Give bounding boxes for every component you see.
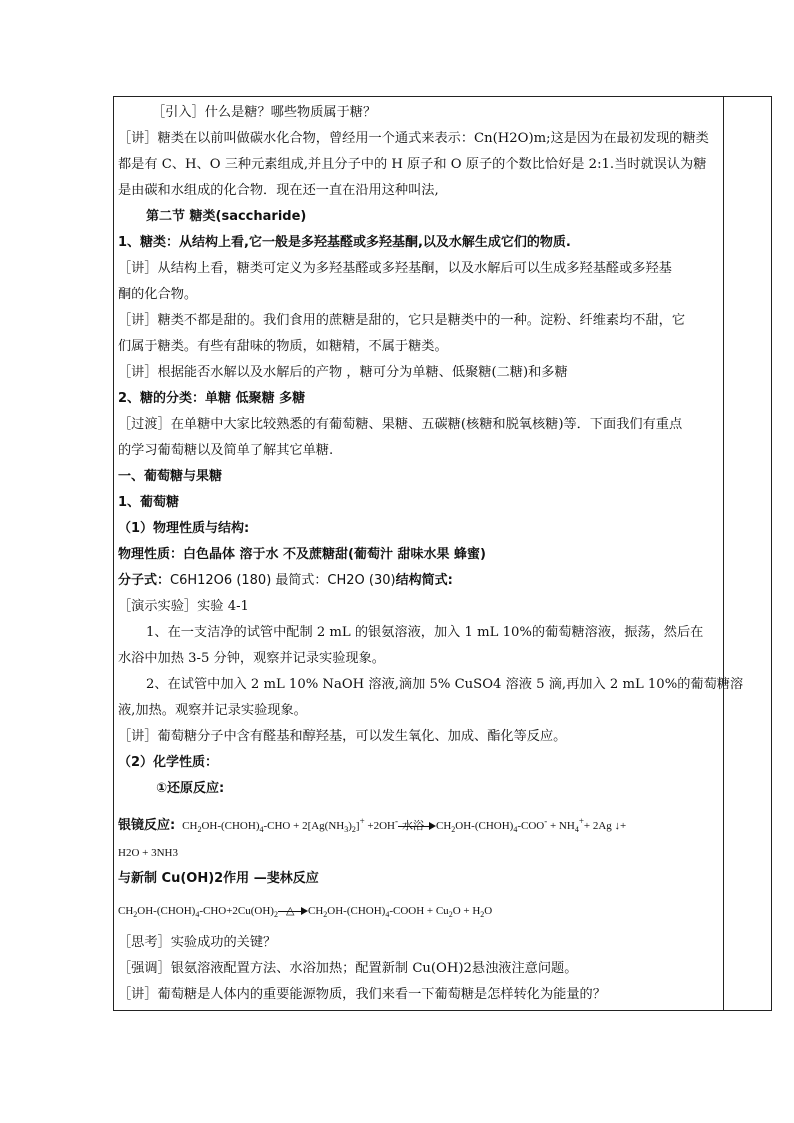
text-line: ［过渡］在单糖中大家比较熟悉的有葡萄糖、果糖、五碳糖(核糖和脱氧核糖)等．下面我们有重点 xyxy=(118,417,683,432)
silver-mirror-equation xyxy=(118,802,720,840)
text-line: ［讲］葡萄糖分子中含有醛基和醇羟基，可以发生氧化、加成、酯化等反应。 xyxy=(118,729,567,744)
subsection-heading: 一、葡萄糖与果糖 xyxy=(118,469,223,484)
text-line: ［讲］葡萄糖是人体内的重要能源物质，我们来看一下葡萄糖是怎样转化为能量的？ xyxy=(118,987,606,1002)
text-line: ［讲］糖类在以前叫做碳水化合物，曾经用一个通式来表示：Cn(H2O)m;这是因为在最初发现的糖类 xyxy=(118,131,709,146)
text-line: 们属于糖类。有些有甜味的物质，如糖精，不属于糖类。 xyxy=(118,339,448,354)
physical-properties: 物理性质：白色晶体 溶于水 不及蔗糖甜(葡萄汁 甜味水果 蜂蜜) xyxy=(118,547,486,562)
fehling-heading: 与新制 Cu(OH)2作用 —斐林反应 xyxy=(118,871,319,886)
silver-mirror-label: 银镜反应: xyxy=(118,818,176,833)
reduction-heading: ①还原反应: xyxy=(156,781,225,796)
subsection-heading: 1、葡萄糖 xyxy=(118,495,180,510)
demo-heading: ［演示实验］实验 4-1 xyxy=(118,599,249,614)
equation-products: $CH_2OH-(CHOH)_4-COO^- + NH_4^++ 2Ag$ ↓+ xyxy=(436,816,627,834)
text-line: 液,加热。观察并记录实验现象。 xyxy=(118,703,307,718)
text-line: 水浴中加热 3-5 分钟，观察并记录实验现象。 xyxy=(118,651,385,666)
section-heading: 第二节 糖类(saccharide) xyxy=(146,209,307,224)
topic-heading: （1）物理性质与结构: xyxy=(118,521,250,536)
classification-heading: 2、糖的分类：单糖 低聚糖 多糖 xyxy=(118,391,306,406)
reaction-arrow: 水浴 xyxy=(398,820,436,832)
chem-properties-heading: （2）化学性质： xyxy=(118,755,219,770)
equation-reactants: $CH_2OH-(CHOH)_4$-CHO + $2[Ag(NH_3)_2]^+ +2OH^-$ xyxy=(179,816,398,834)
text-line: ［引入］什么是糖？哪些物质属于糖？ xyxy=(152,105,377,120)
structure-label: 结构简式: xyxy=(395,573,453,588)
definition-heading: 1、糖类：从结构上看,它一般是多羟基醛或多羟基酮,以及水解生成它们的物质. xyxy=(118,235,571,250)
fehling-equation: $CH_2OH-(CHOH)_4-CHO+2Cu(OH)_2$ △ $CH_2OH-(CHOH)_4$-COOH + $Cu_2O + H_2O$ xyxy=(118,905,493,919)
text-line: 的学习葡萄糖以及简单了解其它单糖. xyxy=(118,443,334,458)
text-line: ［思考］实验成功的关键？ xyxy=(118,935,277,950)
formula-label: 分子式： xyxy=(118,573,171,588)
text-line: 都是有 C、H、O 三种元素组成,并且分子中的 H 原子和 O 原子的个数比恰好是 2:1.当时就误认为糖 xyxy=(118,157,707,172)
equation-continuation: H2O + 3NH3 xyxy=(118,847,178,859)
text-line: 1、在一支洁净的试管中配制 2 mL 的银氨溶液，加入 1 mL 10%的葡萄糖溶液，振荡，然后在 xyxy=(146,625,704,640)
text-line: 2、在试管中加入 2 mL 10% NaOH 溶液,滴加 5% CuSO4 溶液 5 滴,再加入 2 mL 10%的葡萄糖溶 xyxy=(146,677,744,692)
lesson-content xyxy=(118,100,744,1008)
text-line: ［讲］从结构上看，糖类可定义为多羟基醛或多羟基酮，以及水解后可以生成多羟基醛或多羟基 xyxy=(118,261,672,276)
text-line: ［讲］糖类不都是甜的。我们食用的蔗糖是甜的，它只是糖类中的一种。淀粉、纤维素均不甜，它 xyxy=(118,313,686,328)
text-line: ［讲］根据能否水解以及水解后的产物 ，糖可分为单糖、低聚糖(二糖)和多糖 xyxy=(118,365,568,380)
formula-value: C6H12O6 (180) 最简式：CH2O (30) xyxy=(170,573,396,588)
heat-arrow: △ xyxy=(278,905,308,917)
table-column-divider xyxy=(723,96,724,1011)
text-line: 酮的化合物。 xyxy=(118,287,198,302)
text-line: 是由碳和水组成的化合物．现在还一直在沿用这种叫法, xyxy=(118,183,439,198)
text-line: ［强调］银氨溶液配置方法、水浴加热；配置新制 Cu(OH)2悬浊液注意问题。 xyxy=(118,961,578,976)
molecular-formula-line xyxy=(118,568,720,594)
